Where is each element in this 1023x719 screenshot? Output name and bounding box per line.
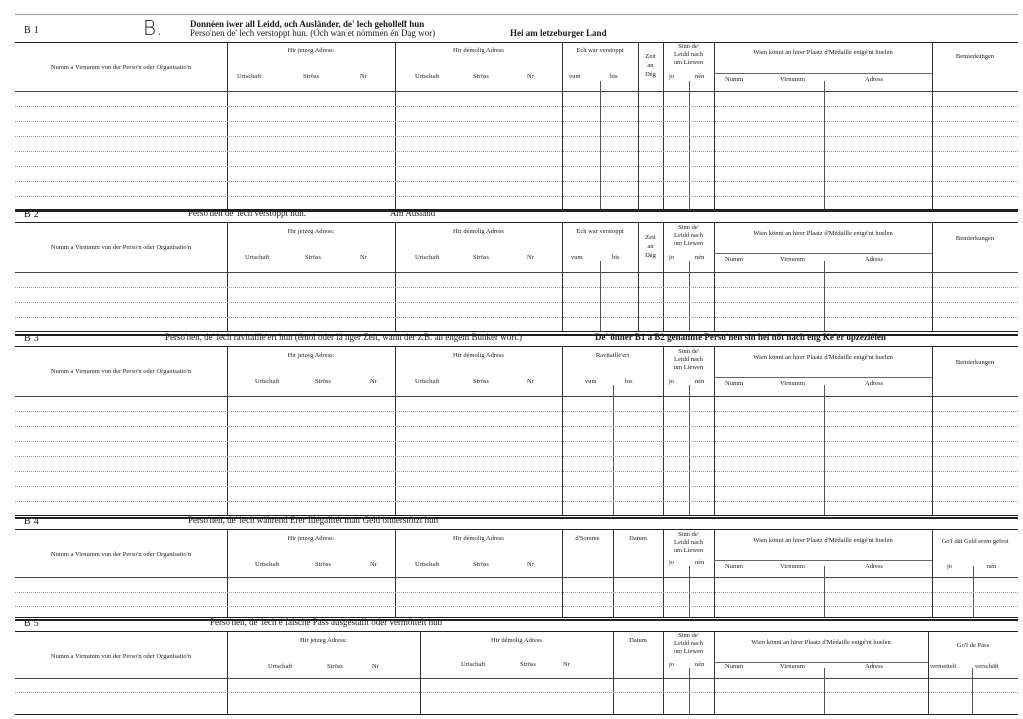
header-medal-virnumm: Virnumm — [780, 563, 805, 570]
header-um-liewen: um Liewen — [673, 547, 704, 554]
table-b3 — [15, 346, 1018, 516]
header-to: bis — [610, 73, 618, 80]
header-medal: Wien könnt an hirer Plaatz d'Médaille entgé'nt huelen — [753, 537, 893, 544]
header-date: Datum — [629, 637, 647, 644]
header-street: Ströss — [315, 378, 331, 385]
header-date: Datum — [629, 535, 647, 542]
header-street: Ströss — [473, 254, 489, 261]
header-zeit: Zeit — [645, 234, 656, 241]
header-mediated: vermettelt — [930, 663, 957, 670]
header-number: Nr — [360, 73, 367, 80]
section-title-suffix: Am Ausland — [390, 208, 436, 218]
header-nen: nén — [695, 559, 705, 566]
header-jo: jo — [669, 73, 675, 80]
header-former-address: Hir démolig Adress — [453, 228, 504, 235]
header-number: Nr — [527, 378, 534, 385]
header-jo: jo — [669, 661, 675, 668]
header-zeit: Zeit — [645, 53, 656, 60]
header-former-address: Hir démolig Adress — [453, 535, 504, 542]
header-supplied: Ravitaille'ert — [595, 352, 630, 359]
header-former-address: Hir démolig Adress — [453, 47, 504, 54]
header-leidd-nach: Leidd nach — [673, 51, 704, 58]
header-current-address: Hir jetzeg Adress: — [287, 228, 335, 235]
header-sinn-de: Sinn de' — [678, 632, 699, 639]
header-place: Urtschaft — [255, 561, 280, 568]
header-medal-numm: Numm — [725, 76, 744, 83]
header-street: Ströss — [315, 561, 331, 568]
header-current-address: Hir jetzeg Adress: — [287, 352, 335, 359]
header-medal: Wien könnt an hirer Plaatz d'Médaille entgé'nt huelen — [753, 230, 893, 237]
header-from: vum — [571, 254, 583, 261]
header-number: Nr — [372, 663, 379, 670]
header-sinn-de: Sinn de' — [678, 224, 699, 231]
header-place: Urtschaft — [268, 663, 293, 670]
header-name: Numm a Virnumm vun der Perso'n oder Organisatio'n — [50, 653, 192, 660]
header-nen: nén — [987, 563, 997, 570]
header-nen: nén — [695, 73, 705, 80]
intro-line-1: Donnéen iwer all Leidd, och Ausländer, de' lech geholleſf hun — [190, 19, 425, 29]
header-medal-numm: Numm — [725, 256, 744, 263]
section-b3 — [15, 334, 1018, 516]
header-um-liewen: um Liewen — [673, 59, 704, 66]
header-medal: Wien könnt an hirer Plaatz d'Médaille entgé'nt huelen — [751, 639, 891, 646]
section-code: B 1 — [24, 25, 40, 36]
header-pass: Go'f de Pass — [956, 642, 990, 649]
header-place: Urtschaft — [461, 661, 486, 668]
header-place: Urtschaft — [245, 254, 270, 261]
header-made: verschäft — [975, 663, 999, 670]
header-leidd-nach: Leidd nach — [673, 232, 704, 239]
header-sinn-de: Sinn de' — [678, 531, 699, 538]
header-street: Ströss — [327, 663, 343, 670]
section-title-suffix: De' önner B1 a B2 genannte Perso'nen sin hei nöt nach eng Ke'er opzeziélen — [595, 332, 886, 342]
header-number: Nr — [360, 254, 367, 261]
section-code: B 4 — [24, 516, 40, 527]
header-place: Urtschaft — [415, 73, 440, 80]
header-medal-virnumm: Virnumm — [780, 380, 805, 387]
header-jo: jo — [669, 559, 675, 566]
header-sinn-de: Sinn de' — [678, 43, 699, 50]
header-nen: nén — [695, 254, 705, 261]
section-code: B 3 — [24, 333, 40, 344]
top-rule — [15, 14, 1018, 15]
header-medal-adress: Adress — [865, 663, 884, 670]
header-place: Urtschaft — [237, 73, 262, 80]
header-name: Numm a Virnumm vun der Perso'n oder Organisatio'n — [50, 368, 192, 375]
header-current-address: Hir jetzeg Adress: — [287, 47, 335, 54]
table-b5 — [15, 631, 1018, 715]
header-medal: Wien könnt an hirer Plaatz d'Médaille entgé'nt huelen — [753, 354, 893, 361]
header-amount: d'Somme — [575, 535, 600, 542]
header-number: Nr — [527, 73, 534, 80]
header-medal-numm: Numm — [725, 380, 744, 387]
header-deg: Dég — [645, 252, 656, 259]
header-leidd-nach: Leidd nach — [673, 356, 704, 363]
header-remarks: Bemierkungen — [955, 235, 995, 242]
header-street: Ströss — [305, 254, 321, 261]
table-b1 — [15, 42, 1018, 210]
table-b4 — [15, 529, 1018, 618]
header-medal-virnumm: Virnumm — [780, 256, 805, 263]
header-street: Ströss — [473, 561, 489, 568]
header-from: vum — [569, 73, 581, 80]
header-hidden: Ech war verstoppt — [576, 47, 624, 54]
header-medal-numm: Numm — [725, 663, 744, 670]
section-title: Perso'nen, de' lech ravitaille'ert hun (émol oder lä nger Zeit, wann der z.B. an engem Bunker wort.) — [165, 332, 522, 342]
header-medal: Wien könnt an hirer Plaatz d'Médaille entgé'nt huelen — [753, 49, 893, 56]
header-medal-adress: Adress — [865, 256, 884, 263]
header-leidd-nach: Leidd nach — [673, 640, 704, 647]
section-b1 — [15, 17, 1018, 210]
header-place: Urtschaft — [415, 378, 440, 385]
header-current-address: Hir jetzeg Adress: — [300, 637, 347, 644]
section-code: B 5 — [24, 618, 40, 629]
header-street: Ströss — [520, 661, 536, 668]
header-number: Nr — [527, 254, 534, 261]
header-to: bis — [625, 378, 633, 385]
header-number: Nr — [563, 661, 570, 668]
header-medal-numm: Numm — [725, 563, 744, 570]
header-place: Urtschaft — [415, 254, 440, 261]
section-title: Perso'nen, de' lech während Erer Illégalitét matt Geld önnerstötzt hun — [188, 515, 439, 525]
header-an: an — [647, 243, 654, 250]
section-b5 — [15, 619, 1018, 715]
header-street: Ströss — [473, 378, 489, 385]
section-code: B 2 — [24, 209, 40, 220]
header-hidden: Ech war verstoppt — [576, 228, 624, 235]
header-medal-adress: Adress — [865, 563, 884, 570]
section-b2 — [15, 210, 1018, 332]
header-from: vum — [585, 378, 597, 385]
header-medal-adress: Adress — [865, 380, 884, 387]
header-to: bis — [612, 254, 620, 261]
header-place: Urtschaft — [415, 561, 440, 568]
header-place: Urtschaft — [255, 378, 280, 385]
header-medal-virnumm: Virnumm — [780, 76, 805, 83]
header-jo: jo — [947, 563, 953, 570]
header-name: Numm a Virnumm vun der Perso'n oder Organisatio'n — [50, 64, 192, 71]
header-remarks: Bemierkungen — [955, 53, 995, 60]
header-medal-virnumm: Virnumm — [780, 663, 805, 670]
header-nen: nén — [695, 378, 705, 385]
header-number: Nr — [370, 378, 377, 385]
section-b4 — [15, 517, 1018, 618]
header-deg: Dég — [645, 71, 656, 78]
intro-line-2: Perso'nen de' lech verstoppt hun. (Och wan et nömmen én Dag wor) — [190, 28, 436, 38]
header-remarks: Bemierkungen — [955, 359, 995, 366]
header-number: Nr — [370, 561, 377, 568]
section-title: Perso'nen, de' lech é falsche Pass ausgestallt oder vermöttelt hun — [210, 617, 443, 627]
header-name: Numm a Virnumm vun der Perso'n oder Organisatio'n — [50, 244, 192, 251]
header-name: Numm a Virnumm vun der Perso'n oder Organisatio'n — [50, 551, 192, 558]
header-current-address: Hir jetzeg Adress: — [287, 535, 335, 542]
section-title: Perso'nen de' lech verstoppt hun. — [188, 208, 306, 218]
header-street: Ströss — [473, 73, 489, 80]
header-street: Ströss — [303, 73, 319, 80]
header-sinn-de: Sinn de' — [678, 348, 699, 355]
header-jo: jo — [669, 254, 675, 261]
table-b2 — [15, 222, 1018, 332]
header-former-address: Hir démolig Adress — [453, 352, 504, 359]
header-an: an — [647, 62, 654, 69]
header-um-liewen: um Liewen — [673, 648, 704, 655]
form-letter: B. — [143, 16, 163, 40]
header-number: Nr — [527, 561, 534, 568]
header-jo: jo — [669, 378, 675, 385]
header-um-liewen: um Liewen — [673, 364, 704, 371]
header-leidd-nach: Leidd nach — [673, 539, 704, 546]
header-medal-adress: Adress — [865, 76, 884, 83]
header-money-asked-back: Go'f dät Geld erem gefrot — [941, 538, 1009, 545]
header-former-address: Hir démolig Adress — [491, 637, 542, 644]
intro-line-2-suffix: Hei am letzeburger Land — [510, 28, 607, 38]
header-um-liewen: um Liewen — [673, 240, 704, 247]
header-nen: nén — [695, 661, 705, 668]
